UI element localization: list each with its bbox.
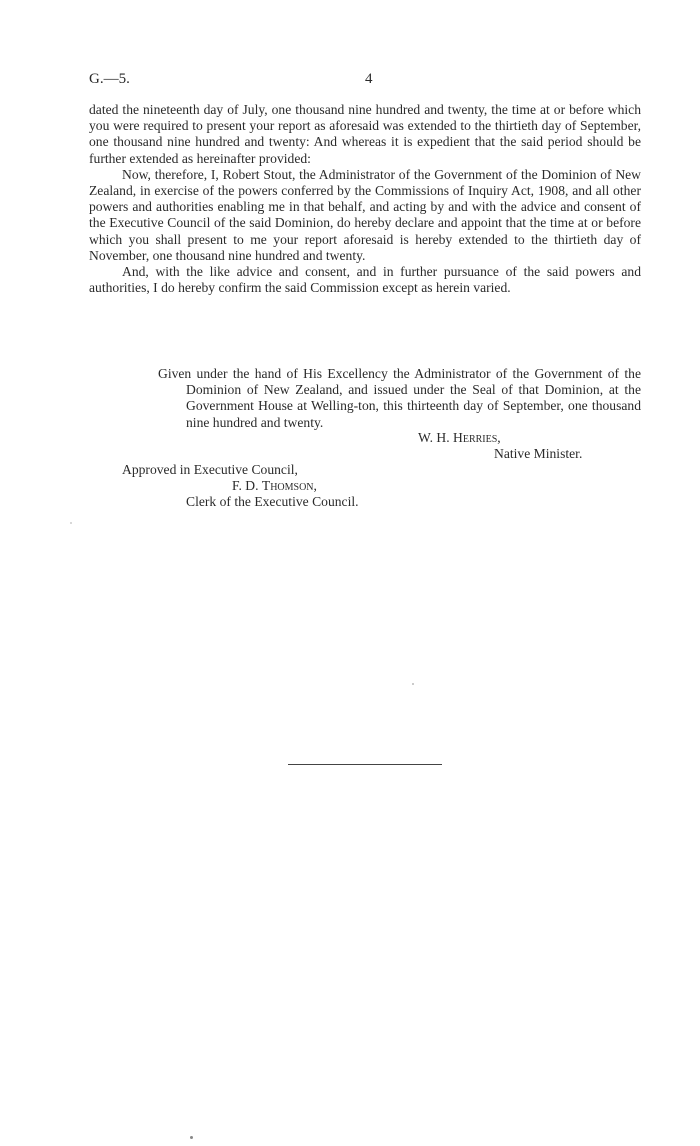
clerk-title: Clerk of the Executive Council. bbox=[186, 494, 359, 509]
clerk-initials: F. D. bbox=[232, 478, 259, 493]
page-header bbox=[89, 69, 641, 89]
given-under-hand-clause: Given under the hand of His Excellency the Administrator of the Government of the Dominion of New Zealand, and issued under the Seal of that Dominion, at the Government House at Welling-ton, this thirteenth day of September, one thousand nine hundred and twenty. bbox=[158, 366, 641, 430]
approval-statement: Approved in Executive Council, bbox=[122, 462, 298, 477]
clerk-surname: Thomson, bbox=[261, 478, 317, 493]
minister-surname: Herries, bbox=[453, 430, 501, 445]
minister-signature bbox=[418, 430, 501, 446]
scan-speck bbox=[190, 1136, 193, 1139]
minister-title: Native Minister. bbox=[494, 446, 583, 461]
scan-speck bbox=[70, 522, 72, 524]
closing-rule bbox=[288, 764, 442, 765]
clerk-signature bbox=[232, 478, 317, 494]
paragraph-now-therefore: Now, therefore, I, Robert Stout, the Administrator of the Government of the Dominion of New Zealand, in exercise of the powers conferred by the Commissions of Inquiry Act, 1908, and all other powers and authorities enabling me in that behalf, and acting by and with the advice and consent of the Executive Council of the said Dominion, do hereby declare and appoint that the time at or before which you shall present to me your report aforesaid is hereby extended to the thirtieth day of November, one thousand nine hundred and twenty. bbox=[89, 166, 641, 263]
scan-speck bbox=[412, 683, 414, 685]
page-number: 4 bbox=[365, 71, 373, 87]
paragraph-confirm: And, with the like advice and consent, and in further pursuance of the said powers and authorities, I do hereby confirm the said Commission except as herein varied. bbox=[89, 264, 641, 296]
minister-initials: W. H. bbox=[418, 430, 450, 445]
body-text bbox=[89, 102, 641, 296]
paragraph-dated: dated the nineteenth day of July, one thousand nine hundred and twenty, the time at or before which you were required to present your report as aforesaid was extended to the thirtieth day of September, one thousand nine hundred and twenty: And whereas it is expedient that the said period should be further extended as hereinafter provided: bbox=[89, 102, 641, 166]
document-reference: G.—5. bbox=[89, 71, 130, 87]
